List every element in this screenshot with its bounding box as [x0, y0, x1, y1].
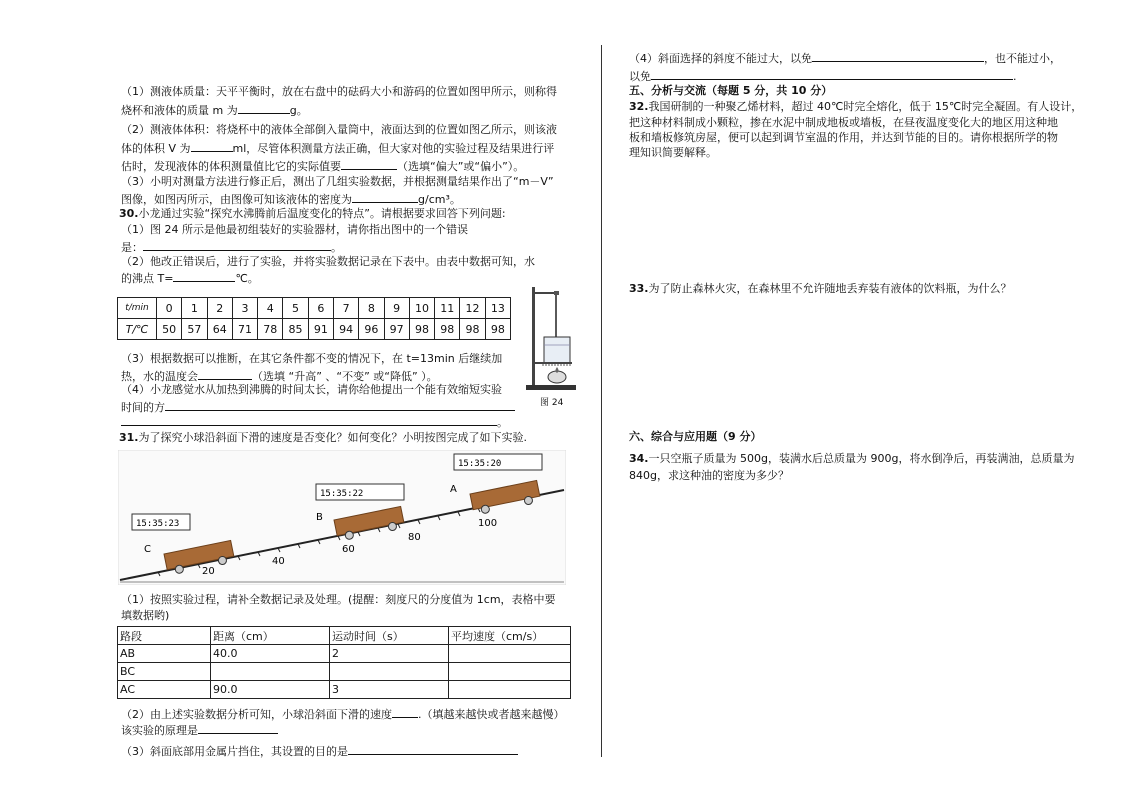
table-cell: 94	[333, 319, 358, 340]
q30-1-line1: （1）图 24 所示是他最初组装好的实验器材，请你指出图中的一个错误	[121, 223, 468, 236]
slope-experiment-figure	[118, 450, 566, 585]
table-cell: 91	[308, 319, 333, 340]
table-cell: 1	[182, 298, 207, 319]
table-cell[interactable]	[211, 663, 330, 681]
answer-blank[interactable]	[238, 101, 290, 114]
q30-4-line1: （4）小龙感觉水从加热到沸腾的时间太长，请你给他提出一个能有效缩短实验	[121, 383, 502, 396]
q34-line1: 34.一只空瓶子质量为 500g，装满水后总质量为 900g，将水倒净后，再装满油，总质量为	[629, 452, 1075, 465]
table-cell[interactable]	[449, 645, 571, 663]
section-5-heading: 五、分析与交流（每题 5 分，共 10 分）	[629, 84, 833, 97]
table-row	[118, 681, 571, 699]
table-cell: AC	[118, 681, 211, 699]
table-cell: 5	[283, 298, 308, 319]
q30-2-line2: 的沸点 T= ℃。	[121, 269, 259, 287]
table-cell: 40.0	[211, 645, 330, 663]
q29-2-line2: 体的体积 V 为 ml，尽管体积测量方法正确，但大家对他的实验过程及结果进行评	[121, 139, 554, 157]
ruler-tick-label: 80	[408, 532, 421, 543]
clock-c-text: 15:35:23	[136, 519, 180, 529]
table-row	[118, 663, 571, 681]
table-cell: 0	[157, 298, 182, 319]
table-cell[interactable]	[330, 663, 449, 681]
point-b-label: B	[316, 512, 323, 523]
table-cell: 4	[258, 298, 283, 319]
q32-line4: 理知识简要解释。	[629, 146, 717, 159]
ruler-tick-label: 60	[342, 544, 355, 555]
table-cell: 9	[384, 298, 409, 319]
answer-blank[interactable]	[165, 398, 515, 411]
answer-blank[interactable]	[812, 49, 984, 62]
ruler-tick-label: 100	[478, 518, 498, 529]
q30-3-line2: 热，水的温度会 （选填 “升高” 、“不变” 或“降低” ）。	[121, 367, 438, 385]
q30-2-line1: （2）他改正错误后，进行了实验，并将实验数据记录在下表中。由表中数据可知，水	[121, 255, 535, 268]
table-header: 路段	[118, 627, 211, 645]
q29-2-line3: 估时，发现液体的体积测量值比它的实际值要 （选填“偏大”或“偏小”）。	[121, 157, 524, 175]
point-a-label: A	[450, 484, 457, 495]
table-row	[118, 298, 511, 319]
table-cell[interactable]	[449, 663, 571, 681]
table-header: 平均速度（cm/s）	[449, 627, 571, 645]
table-cell: 50	[157, 319, 182, 340]
answer-blank[interactable]	[121, 413, 497, 426]
q32-line1: 32.我国研制的一种聚乙烯材料，超过 40℃时完全熔化，低于 15℃时完全凝固。有人设计，	[629, 100, 1083, 113]
table-row	[118, 627, 571, 645]
q31-4-line2: 以免 .	[629, 67, 1017, 85]
answer-blank[interactable]	[143, 238, 331, 251]
q34-line2: 840g，求这种油的密度为多少？	[629, 469, 789, 482]
table-cell: 2	[330, 645, 449, 663]
q30-title: 30.小龙通过实验“探究水沸腾前后温度变化的特点”。请根据要求回答下列问题:	[119, 207, 506, 220]
table-row	[118, 319, 511, 340]
q31-3: （3）斜面底部用金属片挡住，其设置的目的是	[121, 742, 518, 760]
answer-blank[interactable]	[173, 269, 235, 282]
table-header: 距离（cm）	[211, 627, 330, 645]
clock-a-text: 15:35:20	[458, 459, 502, 469]
answer-blank[interactable]	[651, 67, 1013, 80]
q31-2-line2: 该实验的原理是	[121, 721, 278, 739]
table-cell: 12	[460, 298, 485, 319]
table-cell: 11	[435, 298, 460, 319]
section-6-heading: 六、综合与应用题（9 分）	[629, 430, 762, 443]
q32-line2: 把这种材料制成小颗粒，掺在水泥中制成地板或墙板，在昼夜温度变化大的地区用这种地	[629, 116, 1058, 129]
q30-4-line2: 时间的方	[121, 398, 515, 416]
boiling-apparatus-illustration	[524, 285, 582, 395]
figure-24	[524, 285, 582, 410]
table-cell: 78	[258, 319, 283, 340]
q29-1-line1: （1）测液体质量：天平平衡时，放在右盘中的砝码大小和游码的位置如图甲所示，则称得	[121, 85, 557, 98]
q29-3-line2: 图像，如图丙所示，由图像可知该液体的密度为 g/cm³。	[121, 190, 461, 208]
table-cell: 13	[485, 298, 510, 319]
answer-blank[interactable]	[198, 721, 278, 734]
point-c-label: C	[144, 544, 151, 555]
q29-2-line1: （2）测液体体积：将烧杯中的液体全部倒入量筒中，液面达到的位置如图乙所示，则该液	[121, 123, 557, 136]
q32-line3: 板和墙板修筑房屋，便可以起到调节室温的作用，并达到节能的目的。请你根据所学的物	[629, 131, 1058, 144]
q30-1-line2: 是： 。	[121, 238, 342, 256]
table-cell: 71	[232, 319, 257, 340]
table-cell: AB	[118, 645, 211, 663]
table-cell: 98	[435, 319, 460, 340]
table-cell: 10	[409, 298, 434, 319]
table-cell: 3	[330, 681, 449, 699]
answer-blank[interactable]	[341, 157, 397, 170]
answer-blank[interactable]	[392, 705, 418, 718]
table-cell: 6	[308, 298, 333, 319]
figure-24-caption: 图 24	[540, 398, 564, 408]
q31-4-line1: （4）斜面选择的斜度不能过大，以免 ，也不能过小，	[629, 49, 1061, 67]
q31-1-line2: 填数据哟)	[121, 609, 170, 622]
boiling-data-table	[117, 297, 511, 340]
q31-2-line1: （2）由上述实验数据分析可知，小球沿斜面下滑的速度 .（填越来越快或者越来越慢）	[121, 705, 565, 723]
table-cell: BC	[118, 663, 211, 681]
answer-blank[interactable]	[191, 139, 233, 152]
q30-4-line3: 。	[121, 413, 508, 431]
q33: 33.为了防止森林火灾，在森林里不允许随地丢弃装有液体的饮料瓶，为什么？	[629, 282, 1012, 295]
q31-title: 31.为了探究小球沿斜面下滑的速度是否变化？如何变化？小明按图完成了如下实验.	[119, 431, 527, 444]
table-cell: 98	[485, 319, 510, 340]
q29-1-line2: 烧杯和液体的质量 m 为 g。	[121, 101, 308, 119]
ruler-tick-label: 20	[202, 566, 215, 577]
clock-b-text: 15:35:22	[320, 489, 364, 499]
table-cell: 85	[283, 319, 308, 340]
ruler-tick-label: 40	[272, 556, 285, 567]
table-header: T/℃	[118, 319, 157, 340]
q30-3-line1: （3）根据数据可以推断，在其它条件都不变的情况下，在 t=13min 后继续加	[121, 352, 503, 365]
q29-3-line1: （3）小明对测量方法进行修正后，测出了几组实验数据，并根据测量结果作出了“m－V”	[121, 175, 554, 188]
table-header: t/min	[118, 298, 157, 319]
table-cell: 96	[359, 319, 384, 340]
table-cell: 57	[182, 319, 207, 340]
table-cell: 98	[460, 319, 485, 340]
slope-data-table	[117, 626, 571, 699]
table-cell[interactable]	[449, 681, 571, 699]
table-cell: 2	[207, 298, 232, 319]
table-row	[118, 645, 571, 663]
table-cell: 7	[333, 298, 358, 319]
table-header: 运动时间（s）	[330, 627, 449, 645]
table-cell: 98	[409, 319, 434, 340]
table-cell: 8	[359, 298, 384, 319]
table-cell: 97	[384, 319, 409, 340]
answer-blank[interactable]	[352, 190, 418, 203]
table-cell: 3	[232, 298, 257, 319]
q31-1-line1: （1）按照实验过程，请补全数据记录及处理。(提醒：刻度尺的分度值为 1cm，表格中要	[121, 593, 556, 606]
answer-blank[interactable]	[348, 742, 518, 755]
answer-blank[interactable]	[198, 367, 252, 380]
table-cell: 64	[207, 319, 232, 340]
column-divider	[601, 45, 602, 757]
table-cell: 90.0	[211, 681, 330, 699]
